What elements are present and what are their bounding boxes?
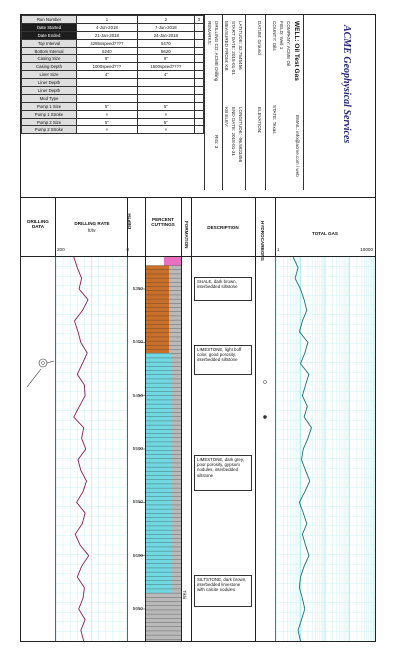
run-header-2: 2 [137,16,194,24]
formation-label: Tikki [182,590,187,600]
run-row-value-2: 1500speed???? [137,63,194,71]
run-table-row [22,47,204,55]
drilling-rate-unit: ft/hr [88,228,96,233]
run-table-row [22,39,204,47]
run-row-value-2: 9" [137,55,194,63]
run-row-value-2 [137,94,194,102]
run-table [21,15,204,134]
depth-label: 5500 [132,446,143,451]
run-row-label: Mud Type [22,94,77,102]
well-log-sheet [20,14,376,642]
panel-datum [245,15,266,190]
percent-cuttings-header: PERCENT CUTTINGS [151,217,175,227]
run-row-value-2: 5470 [137,39,194,47]
end-date-text: END DATE: 2018-01-31 [231,107,236,156]
depth-label: 5550 [132,499,143,505]
run-row-value-2: 4" [137,71,194,79]
run-row-label: Pump 2 Size [22,118,77,126]
depth-header-text: DEPTH [127,213,133,229]
run-row-label: Liner Size [22,71,77,79]
run-table-header [22,16,204,24]
run-row-label: Pump 1 Stroke [22,110,77,118]
cuttings-cap [164,257,181,266]
run-row-value-3 [194,39,203,47]
run-table-row [22,94,204,102]
description-box-4: SILTSTONE, dark brown, interbedded limestone with calcite nodules [194,575,252,607]
drilling-data-header: DRILLING DATA [27,219,49,229]
depth-label: 5350 [132,286,143,291]
run-table-row [22,55,204,63]
depth-label: 5600 [132,552,143,558]
depth-label: 5400 [132,339,143,345]
run-row-value-1: 9" [77,55,138,63]
geologist-text: DRILLING CO: ACME Drilling [214,21,219,82]
start-date-text: START DATE: 2018-01-01 [231,21,236,75]
datum-text: DATUM: Ground [257,21,262,55]
panel-location [222,15,246,190]
run-row-value-2: 24-Jan-2018 [137,31,194,39]
depth-header [125,213,145,234]
run-row-value-1: 5" [77,102,138,110]
run-table-row [22,71,204,79]
run-table-row [22,79,204,87]
run-row-value-2 [137,87,194,95]
run-table-row [22,31,204,39]
run-row-value-2: 5" [137,102,194,110]
panel-company-title [303,15,377,190]
run-header-1: 1 [77,16,138,24]
run-row-value-2: 7-Jun-2018 [137,23,194,31]
rig-text: RIG: 3 [214,135,219,149]
run-table-row [22,23,204,31]
run-row-label: Liner Depth [22,79,77,87]
run-table-row [22,118,204,126]
run-row-value-2: 5" [137,118,194,126]
drilling-rate-min: 200 [57,247,65,252]
longitude-text: LONGITUDE: -96.5823456 [238,107,243,163]
run-row-value-3 [194,126,203,134]
depth-label: 5650 [132,606,143,611]
bit-symbol-core [42,362,45,365]
panel-well [265,15,304,190]
run-table-row [22,63,204,71]
bit-symbol-circle [39,359,47,367]
drilling-rate-header: DRILLING RATE [74,221,110,226]
run-row-value-2: 5620 [137,47,194,55]
run-row-value-1: × [77,126,138,134]
run-table-row [22,87,204,95]
run-header-label: Run Number [22,16,77,24]
run-row-value-1: 4" [77,71,138,79]
description-box-2: LIMESTONE, light buff color, good porosity, interbedded siltstone [194,345,252,375]
run-row-value-1 [77,79,138,87]
run-row-value-1 [77,87,138,95]
run-row-value-3 [194,55,203,63]
well-name: WELL: Oil Test Gas [293,21,300,81]
run-row-label: Pump 2 Stroke [22,126,77,134]
run-row-value-1: 1000speed??? [77,63,138,71]
measured-from-text: MEASURED FROM: KB [224,21,229,71]
run-row-value-3 [194,94,203,102]
run-row-label: Top Interval [22,39,77,47]
run-row-label: Pump 1 Size [22,102,77,110]
cuttings-siltstone [146,593,181,641]
email-text: EMAIL: info@acme.com / web [295,115,300,177]
run-row-value-1: 21-Jan-2018 [77,31,138,39]
run-row-value-3 [194,63,203,71]
cuttings-shale-silt [169,266,181,353]
elevation-text: ELEVATION: [257,107,262,134]
run-table-row [22,102,204,110]
state-text: STATE: Texas [272,105,277,134]
run-row-label: Casing Size [22,55,77,63]
bit-symbol-line [27,369,41,387]
run-row-value-1: 4285sspeed???? [77,39,138,47]
run-row-label: Date Started [22,23,77,31]
run-row-value-2: × [137,126,194,134]
bit-symbol-tail [47,361,54,363]
total-gas-min: 1 [277,247,280,252]
company-text: COMPANY: ACME Oil [286,21,291,67]
run-row-value-3 [194,87,203,95]
remarks-text: REMARKS: [207,21,212,45]
show-marker [263,380,266,383]
run-table-row [22,110,204,118]
panel-remarks [204,15,223,190]
run-row-label: Date Ended [22,31,77,39]
run-row-value-3 [194,31,203,39]
county-text: COUNTY: Oils [272,21,277,51]
run-row-value-1: × [77,110,138,118]
hydrocarbons-header-text: HYDROCARBONS [260,221,265,261]
run-row-value-3 [194,71,203,79]
run-row-label: Casing Depth [22,63,77,71]
run-row-value-1: 5" [77,118,138,126]
show-marker-filled [263,415,266,418]
run-row-value-3 [194,102,203,110]
run-header-3: 3 [194,16,203,24]
run-row-value-3 [194,118,203,126]
description-header: DESCRIPTION [207,225,239,230]
description-box-1: SHALE, dark brown, interbedded siltstone [194,277,252,301]
run-row-value-1 [77,94,138,102]
run-row-value-3 [194,79,203,87]
run-row-value-3 [194,23,203,31]
company-title: ACME Geophysical Services [341,25,352,144]
total-gas-max: 10000 [360,247,373,252]
cuttings-lime-silt [172,353,181,593]
kb-text: KB ELEV: [224,107,229,128]
latitude-text: LATITUDE: 32.7545456 [238,21,243,70]
depth-label: 5450 [132,392,143,398]
run-row-label: Liner Depth [22,87,77,95]
run-row-value-3 [194,110,203,118]
field-text: FIELD: Well 1 [279,21,284,50]
run-row-value-1: 5240 [77,47,138,55]
run-row-label: Bottom Interval [22,47,77,55]
run-row-value-1: 4-Jun-2018 [77,23,138,31]
drilling-rate-max: 0 [126,247,129,252]
formation-header-text: FORMATION [184,221,189,249]
run-row-value-2: × [137,110,194,118]
total-gas-header: TOTAL GAS [311,231,339,236]
run-row-value-2 [137,79,194,87]
description-box-3: LIMESTONE, dark grey, poor porosity, gypsum nodules, interbedded siltstone [194,455,252,491]
formation-strip [182,257,191,641]
run-table-row [22,126,204,134]
run-row-value-3 [194,47,203,55]
